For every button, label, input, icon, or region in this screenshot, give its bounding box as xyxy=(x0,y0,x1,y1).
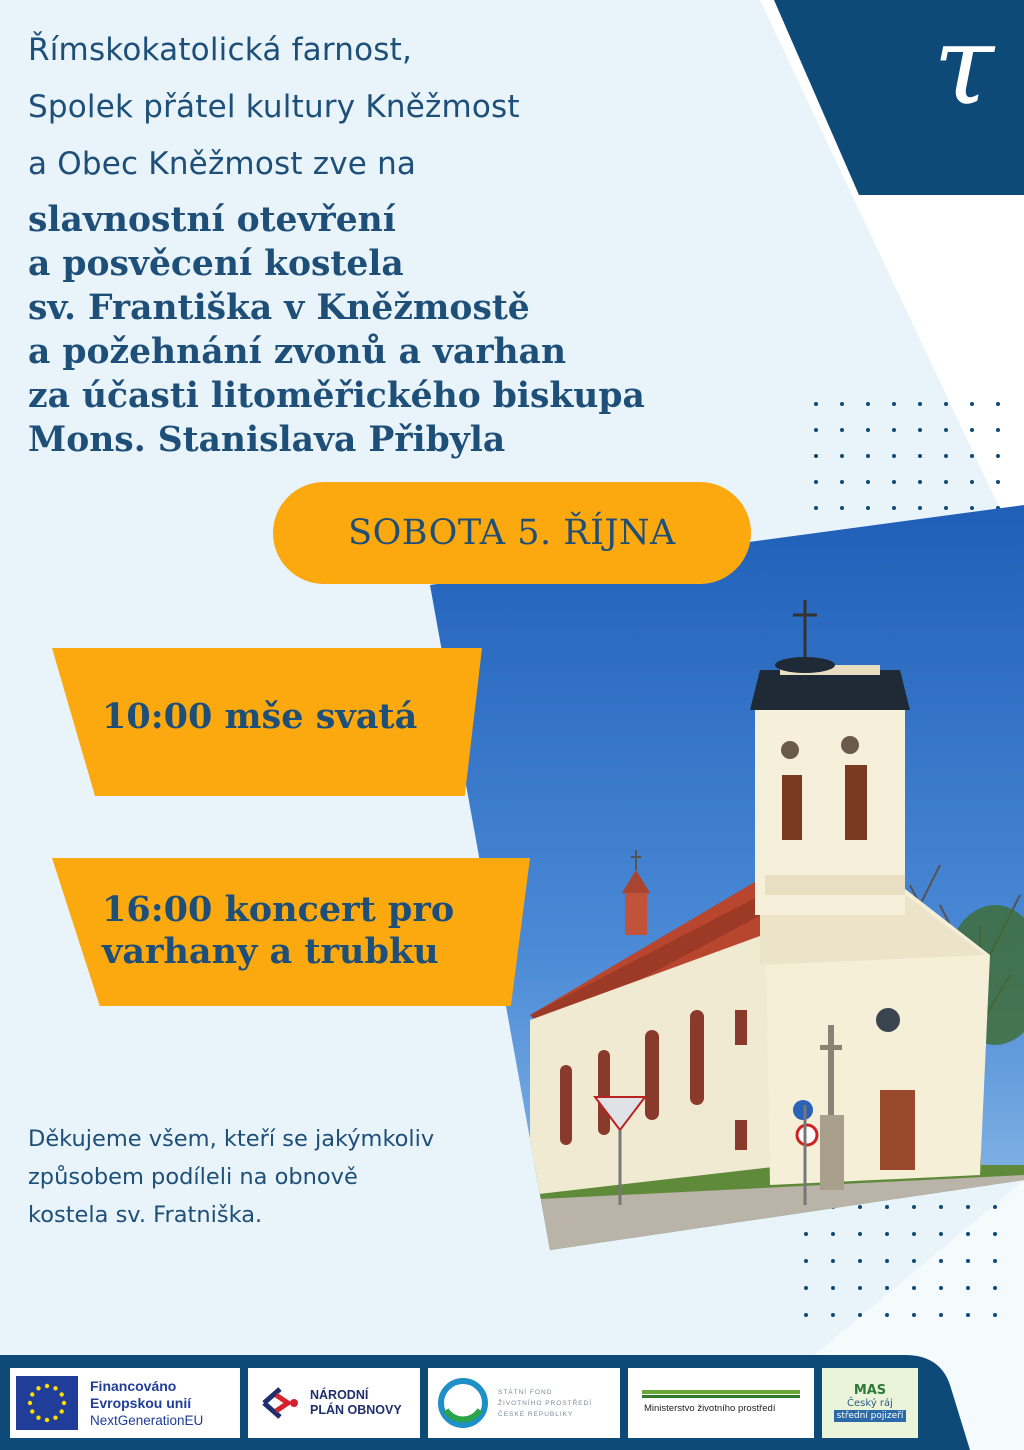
decor-dot xyxy=(866,428,870,432)
sfzp-text xyxy=(498,1387,592,1420)
decor-dot xyxy=(939,1313,943,1317)
decor-dot xyxy=(885,1259,889,1263)
decor-dot xyxy=(970,454,974,458)
mzp-stripe xyxy=(642,1395,800,1398)
sfzp-line: ČESKÉ REPUBLIKY xyxy=(498,1410,574,1418)
decor-dot xyxy=(944,428,948,432)
eu-line: NextGenerationEU xyxy=(90,1412,204,1428)
headline-line: a posvěcení kostela xyxy=(28,244,404,284)
eu-funding-logo xyxy=(10,1368,240,1438)
decor-dot xyxy=(858,1259,862,1263)
decor-dot xyxy=(858,1313,862,1317)
decor-dot xyxy=(892,454,896,458)
thanks-line: kostela sv. Fratniška. xyxy=(28,1202,263,1228)
decor-dot xyxy=(814,480,818,484)
mzp-text: Ministerstvo životního prostředí xyxy=(644,1402,776,1414)
decor-dot xyxy=(804,1313,808,1317)
thanks-line: Děkujeme všem, kteří se jakýmkoliv xyxy=(28,1126,435,1152)
decor-dot xyxy=(996,428,1000,432)
decor-dot xyxy=(918,454,922,458)
headline-line: slavnostní otevření xyxy=(28,200,396,240)
event-line: 16:00 koncert pro xyxy=(102,889,455,930)
event-line: varhany a trubku xyxy=(102,931,439,972)
decor-dot xyxy=(944,454,948,458)
decor-dot xyxy=(840,454,844,458)
mas-line: MAS xyxy=(853,1383,887,1398)
headline-line: Mons. Stanislava Přibyla xyxy=(28,420,506,460)
sfzp-line: ŽIVOTNÍHO PROSTŘEDÍ xyxy=(498,1399,593,1407)
intro-line: a Obec Kněžmost zve na xyxy=(28,146,417,182)
headline-line: sv. Františka v Kněžmostě xyxy=(28,288,530,328)
mzp-logo xyxy=(628,1368,814,1438)
eu-star xyxy=(30,1392,34,1396)
decor-dot xyxy=(912,1286,916,1290)
thanks-text xyxy=(28,1120,434,1234)
event-line: 10:00 mše svatá xyxy=(102,696,418,737)
tau-logo: τ xyxy=(933,1,994,129)
decor-dot xyxy=(939,1259,943,1263)
headline-line: za účasti litoměřického biskupa xyxy=(28,376,645,416)
eu-star xyxy=(62,1401,66,1405)
decor-dot xyxy=(866,480,870,484)
npo-text xyxy=(310,1388,402,1418)
eu-star xyxy=(36,1416,40,1420)
mas-line: střední pojizeří xyxy=(834,1410,907,1422)
decor-dot xyxy=(993,1313,997,1317)
decor-dot xyxy=(996,480,1000,484)
decor-dot xyxy=(970,402,974,406)
eu-star xyxy=(30,1409,34,1413)
sfzp-logo xyxy=(428,1368,620,1438)
decor-dot xyxy=(804,1286,808,1290)
decor-dot xyxy=(866,402,870,406)
decor-dot xyxy=(918,428,922,432)
headline-line: a požehnání zvonů a varhan xyxy=(28,332,567,372)
decor-dot xyxy=(858,1286,862,1290)
decor-dot xyxy=(912,1313,916,1317)
event-text-mass xyxy=(102,696,417,738)
decor-dot xyxy=(918,480,922,484)
eu-star xyxy=(60,1392,64,1396)
decor-dot xyxy=(804,1259,808,1263)
decor-dot xyxy=(885,1286,889,1290)
decor-dot xyxy=(966,1259,970,1263)
decor-dot xyxy=(996,454,1000,458)
sfzp-emblem-icon xyxy=(436,1376,490,1430)
decor-dot xyxy=(912,1259,916,1263)
npo-line: PLÁN OBNOVY xyxy=(310,1403,402,1417)
date-text: SOBOTA 5. ŘÍJNA xyxy=(348,513,676,553)
eu-star xyxy=(53,1386,57,1390)
decor-dot xyxy=(814,402,818,406)
decor-dot xyxy=(831,1286,835,1290)
decor-dot xyxy=(996,402,1000,406)
decor-dot xyxy=(840,402,844,406)
decor-dot xyxy=(892,480,896,484)
npo-logo xyxy=(248,1368,420,1438)
eu-star xyxy=(28,1401,32,1405)
intro-line: Spolek přátel kultury Kněžmost xyxy=(28,89,520,125)
event-text-concert xyxy=(102,889,454,973)
npo-line: NÁRODNÍ xyxy=(310,1388,369,1402)
sfzp-line: STÁTNÍ FOND xyxy=(498,1388,553,1396)
decor-dot xyxy=(840,428,844,432)
eu-flag-icon xyxy=(16,1376,78,1430)
intro-text xyxy=(28,22,520,193)
decor-dot xyxy=(970,428,974,432)
decor-dot xyxy=(892,402,896,406)
decor-dot xyxy=(966,1286,970,1290)
decor-dot xyxy=(970,480,974,484)
eu-star xyxy=(45,1384,49,1388)
decor-dot xyxy=(831,1259,835,1263)
eu-star xyxy=(53,1416,57,1420)
eu-funding-text xyxy=(90,1378,203,1429)
mzp-stripe xyxy=(642,1390,800,1394)
decor-dot xyxy=(840,480,844,484)
decor-dot xyxy=(814,428,818,432)
npo-emblem-icon xyxy=(256,1379,304,1427)
decor-dot xyxy=(939,1286,943,1290)
decor-dot xyxy=(892,428,896,432)
dot-grid-decoration xyxy=(810,398,1010,518)
mas-line: Český ráj xyxy=(847,1398,893,1409)
thanks-line: způsobem podíleli na obnově xyxy=(28,1164,358,1190)
decor-dot xyxy=(918,402,922,406)
date-badge xyxy=(273,482,751,584)
intro-line: Římskokatolická farnost, xyxy=(28,32,413,68)
decor-dot xyxy=(944,480,948,484)
eu-line: Financováno xyxy=(90,1377,177,1394)
decor-dot xyxy=(866,454,870,458)
decor-dot xyxy=(966,1313,970,1317)
eu-line: Evropskou unií xyxy=(90,1394,192,1411)
decor-dot xyxy=(831,1313,835,1317)
event-headline xyxy=(28,198,645,462)
decor-dot xyxy=(993,1259,997,1263)
decor-dot xyxy=(885,1313,889,1317)
mas-logo xyxy=(822,1368,918,1438)
decor-dot xyxy=(814,454,818,458)
eu-star xyxy=(36,1386,40,1390)
decor-dot xyxy=(993,1286,997,1290)
eu-star xyxy=(45,1418,49,1422)
eu-star xyxy=(60,1409,64,1413)
decor-dot xyxy=(944,402,948,406)
